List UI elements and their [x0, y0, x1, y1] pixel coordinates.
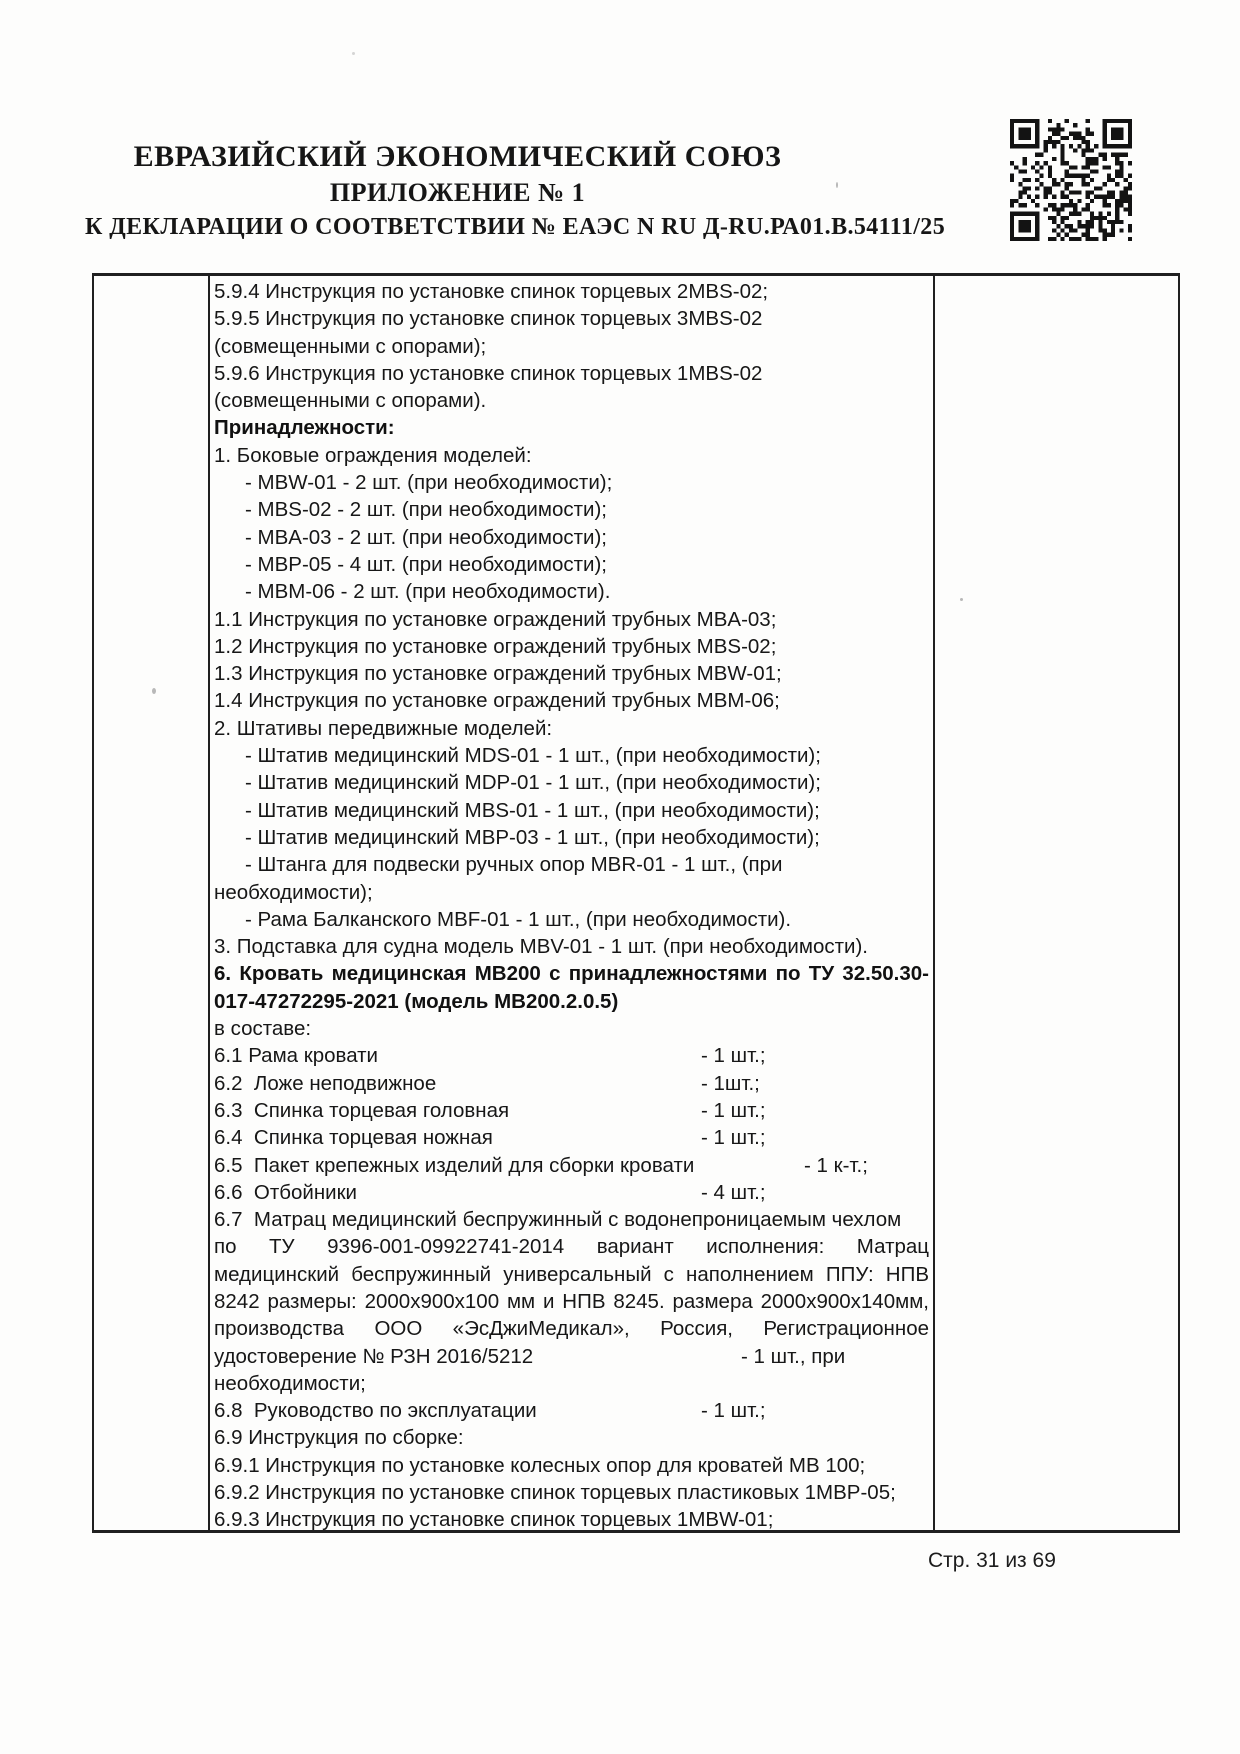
row-text: (совмещенными с опорами). [214, 389, 487, 413]
table-row [214, 578, 929, 605]
row-quantity: - 4 шт.; [701, 1180, 766, 1204]
row-text: 6.1 Рама кровати [214, 1044, 378, 1068]
row-quantity: - 1 шт.; [701, 1126, 766, 1150]
row-text: - MBS-02 - 2 шт. (при необходимости); [245, 498, 607, 522]
table-row [214, 1343, 929, 1370]
row-quantity: - 1 к-т.; [804, 1153, 868, 1177]
table-row [214, 687, 929, 714]
row-text: - MBM-06 - 2 шт. (при необходимости). [245, 580, 611, 604]
row-text: 1.2 Инструкция по установке ограждений трубных MBS-02; [214, 634, 777, 658]
table-row [214, 305, 929, 332]
table-row [214, 933, 929, 960]
table-row [214, 442, 929, 469]
row-text: в составе: [214, 1017, 312, 1041]
table-row [214, 1452, 929, 1479]
table-row [214, 551, 929, 578]
row-text: производства ООО «ЭсДжиМедикал», Россия, Регистрационное [214, 1317, 929, 1341]
row-quantity: - 1шт.; [701, 1071, 760, 1095]
table-row [214, 1370, 929, 1397]
table-row [214, 960, 929, 987]
table-row [214, 879, 929, 906]
table-row [214, 333, 929, 360]
table-row [214, 1206, 929, 1233]
table-row [214, 633, 929, 660]
row-quantity: - 1 шт.; [701, 1399, 766, 1423]
row-text: 1.4 Инструкция по установке ограждений трубных MBM-06; [214, 689, 780, 713]
table-row [214, 387, 929, 414]
table-row [214, 1152, 929, 1179]
table-row [214, 742, 929, 769]
table-row [214, 1042, 929, 1069]
row-text: - Штатив медицинский MDP-01 - 1 шт., (при необходимости); [245, 771, 821, 795]
table-row [214, 1479, 929, 1506]
row-text: - Штатив медицинский MDS-01 - 1 шт., (при необходимости); [245, 744, 821, 768]
row-text: - Штатив медицинский MBP-03 - 1 шт., (при необходимости); [245, 825, 820, 849]
row-text: по ТУ 9396-001-09922741-2014 вариант исполнения: Матрац [214, 1235, 929, 1259]
table-row [214, 906, 929, 933]
table-row [214, 1315, 929, 1342]
table-row [214, 496, 929, 523]
table-row [214, 278, 929, 305]
table-row [214, 1097, 929, 1124]
row-text: 1. Боковые ограждения моделей: [214, 443, 532, 467]
row-text: 1.1 Инструкция по установке ограждений трубных MBA-03; [214, 607, 777, 631]
table-row [214, 1015, 929, 1042]
table-row [214, 414, 929, 441]
table-row [214, 769, 929, 796]
row-text: - MBW-01 - 2 шт. (при необходимости); [245, 471, 613, 495]
scan-artifact [152, 688, 156, 694]
qr-code-icon [1010, 119, 1132, 241]
table-row [214, 1261, 929, 1288]
row-quantity: - 1 шт.; [701, 1098, 766, 1122]
table-row [214, 988, 929, 1015]
scan-artifact [960, 598, 963, 601]
row-quantity: - 1 шт., при [741, 1344, 846, 1368]
document-header [85, 138, 945, 244]
declaration-number-line: К ДЕКЛАРАЦИИ О СООТВЕТСТВИИ № ЕАЭС N RU Д-RU.РА01.В.54111/25 [85, 214, 946, 240]
row-text: 6.5 Пакет крепежных изделий для сборки кровати [214, 1153, 695, 1177]
table-row [214, 1179, 929, 1206]
table-right-column [935, 276, 1178, 1530]
qr-code-image [1010, 119, 1132, 241]
table-row [214, 851, 929, 878]
row-text: 6.9.1 Инструкция по установке колесных опор для кроватей МВ 100; [214, 1453, 866, 1477]
page-number: Стр. 31 из 69 [928, 1549, 1056, 1572]
row-text: 6.4 Спинка торцевая ножная [214, 1126, 493, 1150]
row-text: 6.2 Ложе неподвижное [214, 1071, 437, 1095]
row-quantity: - 1 шт.; [701, 1044, 766, 1068]
table-row [214, 824, 929, 851]
table-row [214, 660, 929, 687]
table-row [214, 1070, 929, 1097]
row-text: 8242 размеры: 2000х900х100 мм и НПВ 8245. размера 2000х900х140мм, [214, 1289, 929, 1313]
row-text: 6.8 Руководство по эксплуатации [214, 1399, 537, 1423]
row-text: 2. Штативы передвижные моделей: [214, 716, 553, 740]
row-text: 5.9.6 Инструкция по установке спинок торцевых 1MBS-02 [214, 361, 763, 385]
table-row [214, 1288, 929, 1315]
row-text: - MBA-03 - 2 шт. (при необходимости); [245, 525, 607, 549]
row-text: необходимости); [214, 880, 373, 904]
row-text: 6.7 Матрац медицинский беспружинный с водонепроницаемым чехлом [214, 1208, 902, 1232]
table-row [214, 1397, 929, 1424]
table-row [214, 797, 929, 824]
table-row [214, 1424, 929, 1451]
row-text: 5.9.5 Инструкция по установке спинок торцевых 3MBS-02 [214, 307, 763, 331]
row-text: 5.9.4 Инструкция по установке спинок торцевых 2MBS-02; [214, 280, 769, 303]
table-row [214, 715, 929, 742]
table-row [214, 469, 929, 496]
row-text: - Штанга для подвески ручных опор MBR-01 - 1 шт., (при [245, 853, 783, 877]
table-row [214, 1233, 929, 1260]
content-table [92, 273, 1180, 1533]
row-text: - MBP-05 - 4 шт. (при необходимости); [245, 552, 607, 576]
row-text: 6.6 Отбойники [214, 1180, 358, 1204]
row-text: медицинский беспружинный универсальный с наполнением ППУ: НПВ [214, 1262, 929, 1286]
row-text: - Штатив медицинский MBS-01 - 1 шт., (при необходимости); [245, 798, 820, 822]
row-text: 1.3 Инструкция по установке ограждений трубных MBW-01; [214, 662, 782, 686]
table-row [214, 524, 929, 551]
row-text: 3. Подставка для судна модель MBV-01 - 1 шт. (при необходимости). [214, 935, 868, 959]
row-text: (совмещенными с опорами); [214, 334, 487, 358]
row-text: удостоверение № РЗН 2016/5212 [214, 1344, 534, 1368]
table-left-column [94, 276, 210, 1530]
scan-artifact [352, 52, 355, 55]
appendix-title: ПРИЛОЖЕНИЕ № 1 [329, 178, 586, 207]
scan-artifact [836, 182, 838, 188]
row-text: 6. Кровать медицинская МВ200 с принадлежностями по ТУ 32.50.30- [214, 962, 929, 986]
row-text: необходимости; [214, 1371, 366, 1395]
table-content-column [210, 276, 935, 1530]
union-title: ЕВРАЗИЙСКИЙ ЭКОНОМИЧЕСКИЙ СОЮЗ [133, 140, 782, 173]
table-row [214, 1124, 929, 1151]
row-text: - Рама Балканского MBF-01 - 1 шт., (при необходимости). [245, 907, 792, 931]
table-row [214, 1506, 929, 1533]
row-text: 017-47272295-2021 (модель МВ200.2.0.5) [214, 989, 619, 1013]
row-text: 6.3 Спинка торцевая головная [214, 1098, 510, 1122]
row-text: Принадлежности: [214, 416, 395, 440]
row-text: 6.9.3 Инструкция по установке спинок торцевых 1MBW-01; [214, 1508, 774, 1532]
row-text: 6.9.2 Инструкция по установке спинок торцевых пластиковых 1MBP-05; [214, 1481, 896, 1505]
table-row [214, 606, 929, 633]
row-text: 6.9 Инструкция по сборке: [214, 1426, 464, 1450]
table-row [214, 360, 929, 387]
